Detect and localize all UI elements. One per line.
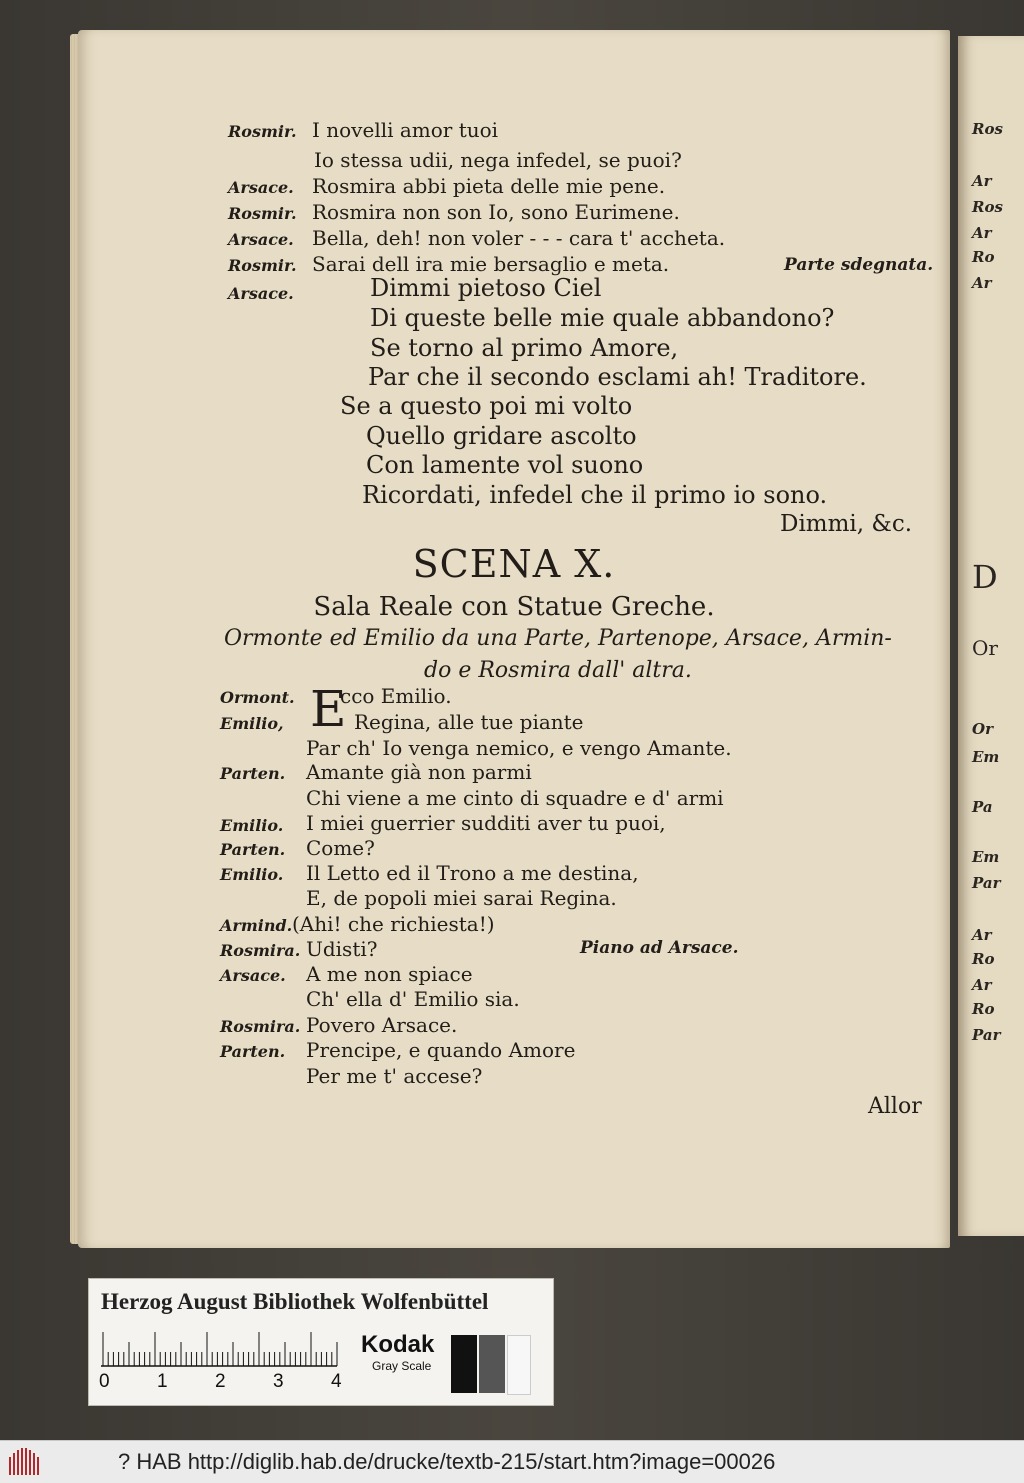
ruler-number: 3 [273,1371,284,1392]
library-name: Herzog August Bibliothek Wolfenbüttel [101,1289,489,1314]
stage-direction: Ormonte ed Emilio da una Parte, Partenope, Arsace, Armin- [224,626,892,651]
speaker-label: Parten. [220,1042,286,1061]
black-swatch [451,1335,477,1393]
library-color-card [88,1278,554,1406]
stage-direction: Parte sdegnata. [784,255,934,275]
aria-line: Se torno al primo Amore, [370,334,679,362]
verse-line: Rosmira non son Io, sono Eurimene. [312,200,680,224]
gray-swatch [479,1335,505,1393]
speaker-label: Armind. [220,916,293,935]
fragment: Par [972,874,1001,892]
fragment: Ros [972,120,1003,138]
fragment: Ro [972,248,995,266]
stage-direction: do e Rosmira dall' altra. [424,658,692,683]
speaker-label: Rosmira. [220,941,301,960]
speaker-label: Rosmira. [220,1017,301,1036]
ruler [101,1331,341,1367]
speaker-label: Ormont. [220,688,295,707]
ruler-number: 1 [157,1371,168,1392]
verse-line: Prencipe, e quando Amore [306,1038,576,1062]
fragment: Ros [972,198,1003,216]
verse-line: Io stessa udii, nega infedel, se puoi? [314,148,682,172]
speaker-label: Arsace. [228,230,294,249]
verse-line: A me non spiace [306,962,473,986]
verse-line: Regina, alle tue piante [354,710,584,734]
speaker-label: Arsace. [228,284,294,303]
verse-line: Povero Arsace. [306,1013,458,1037]
aria-line: Quello gridare ascolto [366,422,637,450]
fragment: Em [972,848,1000,866]
fragment: Ar [972,926,992,944]
verse-line: Par ch' Io venga nemico, e vengo Amante. [306,736,732,760]
da-capo: Dimmi, &c. [780,511,913,537]
fragment: Em [972,748,1000,766]
aria-line: Di queste belle mie quale abbandono? [370,304,835,332]
verse-line: Bella, deh! non voler - - - cara t' accheta. [312,226,726,250]
fragment: Ar [972,172,992,190]
book-page [78,30,950,1248]
speaker-label: Emilio, [220,714,284,733]
fragment: Or [972,636,998,660]
speaker-label: Rosmir. [228,256,297,275]
fragment: Ro [972,950,995,968]
speaker-label: Parten. [220,764,286,783]
verse-line: Sarai dell ira mie bersaglio e meta. [312,252,670,276]
aria-line: Dimmi pietoso Ciel [370,274,602,302]
stage-direction: Piano ad Arsace. [580,938,739,958]
next-page-edge [958,36,1024,1236]
hab-logo-icon [8,1447,40,1477]
verse-line: I novelli amor tuoi [312,118,499,142]
speaker-label: Emilio. [220,865,284,884]
verse-line: Come? [306,836,375,860]
verse-line: Per me t' accese? [306,1064,483,1088]
ruler-number: 4 [331,1371,342,1392]
fragment: Ar [972,224,992,242]
aria-line: Ricordati, infedel che il primo io sono. [362,481,828,509]
kodak-logo: Kodak [361,1331,435,1358]
gray-scale-label: Gray Scale [372,1359,432,1373]
fragment: D [972,558,998,596]
aria-line: Con lamente vol suono [366,451,644,479]
source-url[interactable]: ? HAB http://diglib.hab.de/drucke/textb-215/start.htm?image=00026 [118,1449,776,1474]
verse-line: Udisti? [306,937,378,961]
verse-line: Amante già non parmi [306,760,532,784]
verse-line: Il Letto ed il Trono a me destina, [306,861,639,885]
ruler-number: 0 [99,1371,110,1392]
scene-setting: Sala Reale con Statue Greche. [313,592,715,622]
fragment: Ar [972,976,992,994]
footer-bar [0,1440,1024,1483]
fragment: Ro [972,1000,995,1018]
fragment: Pa [972,798,993,816]
speaker-label: Parten. [220,840,286,859]
verse-line: E, de popoli miei sarai Regina. [306,886,617,910]
ruler-number: 2 [215,1371,226,1392]
speaker-label: Arsace. [220,966,286,985]
verse-line: I miei guerrier sudditi aver tu puoi, [306,811,666,835]
drop-cap: E [310,680,347,738]
speaker-label: Rosmir. [228,204,297,223]
verse-line: Chi viene a me cinto di squadre e d' armi [306,786,724,810]
verse-line: Rosmira abbi pieta delle mie pene. [312,174,666,198]
scene-title: SCENA X. [412,542,616,586]
catchword: Allor [868,1094,922,1119]
fragment: Ar [972,274,992,292]
speaker-label: Rosmir. [228,122,297,141]
aria-line: Se a questo poi mi volto [340,392,633,420]
verse-line: Ch' ella d' Emilio sia. [306,987,520,1011]
speaker-label: Arsace. [228,178,294,197]
white-swatch [507,1335,531,1395]
aria-line: Par che il secondo esclami ah! Traditore. [368,363,867,391]
fragment: Par [972,1026,1001,1044]
speaker-label: Emilio. [220,816,284,835]
verse-line: cco Emilio. [340,684,452,708]
verse-line: (Ahi! che richiesta!) [292,912,495,936]
fragment: Or [972,720,993,738]
